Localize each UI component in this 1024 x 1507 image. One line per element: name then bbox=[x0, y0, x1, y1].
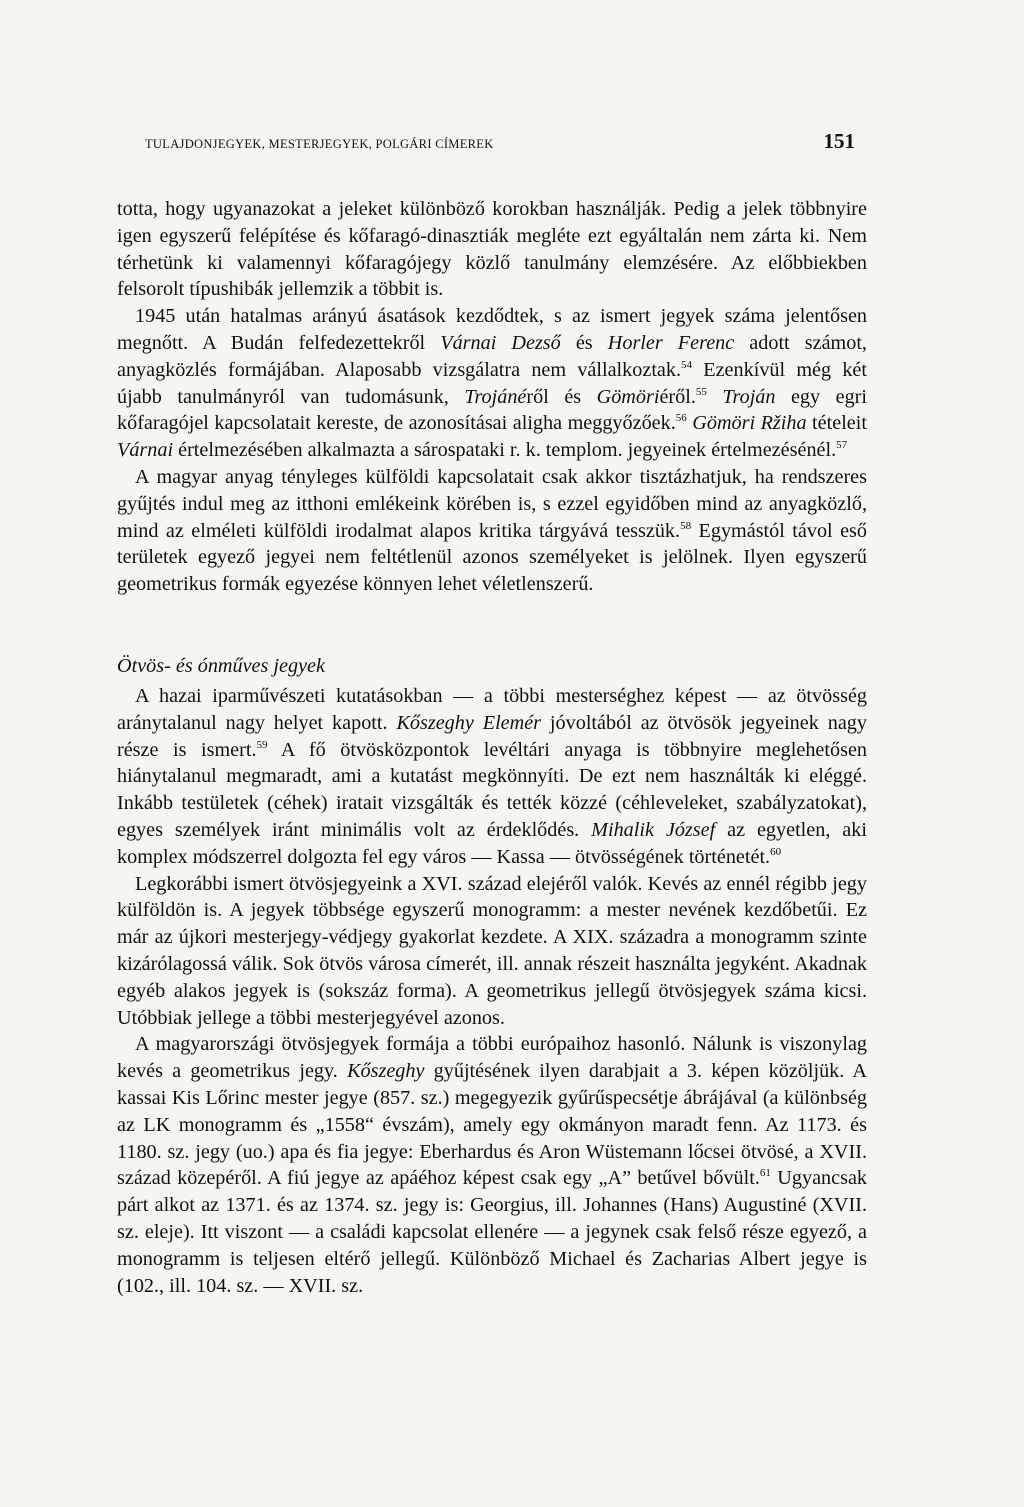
italic-text: Várnai Dezső bbox=[440, 331, 561, 354]
text-run: gyűjtésének ilyen darabjait a 3. képen közöljük. A kassai Kis Lőrinc mester jegye (857. sz.) megegyezik gyűrűspecsétje ábrájával (a különbség az LK monogramm és „1558“ évszám), amely egy okmányon maradt fenn. Az 1173. és 1180. sz. jegy (uo.) apa és fia jegye: Eberhardus és Aron Wüstemann lőcsei ötvösé, a XVII. század közepéről. A fiú jegye az apáéhoz képest csak egy „A” betűvel bővült. bbox=[117, 1060, 867, 1190]
text-run: értelmezésében alkalmazta a sárospataki r. k. templom. jegyeinek értelmezésénél. bbox=[173, 439, 837, 462]
text-run: Ugyancsak párt alkot az 1371. és az 1374. sz. jegy is: Georgius, ill. Johannes (Hans) Augustiné (XVII. sz. eleje). Itt viszont — a családi kapcsolat ellenére — a jegynek csak felső része egyező, a monogramm is teljesen eltérő jellegű. Különböző Michael és Zacharias Albert jegye is (102., ill. 104. sz. — XVII. sz. bbox=[117, 1167, 867, 1297]
paragraph bbox=[117, 464, 867, 598]
text-run: A magyarországi ötvösjegyek formája a többi európaihoz hasonló. Nálunk is viszonylag kevés a geometrikus jegy. bbox=[117, 1033, 867, 1083]
italic-text: Kőszeghy Elemér bbox=[396, 711, 542, 734]
italic-text: Horler Ferenc bbox=[607, 331, 735, 354]
italic-text: Mihalik József bbox=[591, 818, 716, 841]
paragraph bbox=[117, 196, 867, 303]
italic-text: Kőszeghy bbox=[347, 1060, 425, 1083]
text-run: 1945 után hatalmas arányú ásatások kezdődtek, s az ismert jegyek száma jelentősen megnőtt. A Budán felfedezettekről bbox=[117, 305, 867, 354]
running-head: TULAJDONJEGYEK, MESTERJEGYEK, POLGÁRI CÍMEREK bbox=[145, 137, 494, 151]
text-run: totta, hogy ugyanazokat a jeleket különböző korokban használják. Pedig a jelek többnyire igen egyszerű felépítése és kőfaragó-dinasztiák megléte ezt egyáltalán nem zárta ki. Nem térhetünk ki valamennyi kőfaragójegy közlő tanulmány elemzésére. Az előbbiekben felsorolt típushibák jellemzik a többit is. bbox=[117, 198, 867, 301]
page-number: 151 bbox=[823, 129, 855, 153]
footnote-ref: 58 bbox=[680, 519, 692, 532]
text-run: A magyar anyag tényleges külföldi kapcsolatait csak akkor tisztázhatjuk, ha rendszeres gyűjtés indul meg az itthoni emlékeink körében is, s ezzel egyidőben mind az anyagközlő, mind az elméleti külföldi irodalmat alapos kritika tárgyává tesszük. bbox=[117, 465, 867, 542]
text-run: A hazai iparművészeti kutatásokban — a többi mesterséghez képest — az ötvösség aránytalanul nagy helyet kapott. bbox=[117, 685, 867, 734]
text-run: és bbox=[560, 331, 608, 354]
text-run: Ezenkívül még két újabb tanulmányról van tudomásunk, bbox=[117, 358, 867, 408]
italic-text: Gömöri bbox=[596, 385, 660, 408]
footnote-ref: 59 bbox=[256, 738, 268, 751]
paragraph bbox=[117, 303, 867, 464]
text-run: Egymástól távol eső területek egyező jegyei nem feltétlenül azonos személyeket is jelölnek. Ilyen egyszerű geometrikus formák egyezése könnyen lehet véletlenszerű. bbox=[117, 519, 868, 596]
footnote-ref: 61 bbox=[759, 1167, 771, 1180]
text-run: Legkorábbi ismert ötvösjegyeink a XVI. század elejéről valók. Kevés az ennél régibb jegy külföldön is. A jegyek többsége egyszerű monogramm: a mester nevének kezdőbetűi. Ez már az újkori mesterjegy-védjegy gyakorlat kezdete. A XIX. századra a monogramm szinte kizárólagossá válik. Sok ötvös városa címerét, ill. annak részeit használta jegyként. Akadnak egyéb alakos jegyek is (sokszáz forma). A geometrikus jellegű ötvösjegyek száma kicsi. Utóbbiak jellege a többi mesterjegyével azonos. bbox=[117, 872, 867, 1029]
italic-text: Gömöri Ržiha bbox=[692, 412, 807, 435]
text-run: az egyetlen, aki komplex módszerrel dolgozta fel egy város — Kassa — ötvösségének történetét. bbox=[117, 818, 867, 868]
page-header bbox=[145, 129, 855, 154]
italic-text: Troján bbox=[722, 385, 776, 408]
footnote-ref: 54 bbox=[681, 358, 693, 371]
footnote-ref: 60 bbox=[770, 845, 782, 858]
paragraph bbox=[117, 683, 867, 871]
paragraph bbox=[117, 1031, 867, 1299]
footnote-ref: 57 bbox=[836, 439, 848, 452]
text-run: egy egri kőfaragójel kapcsolatait kereste, de azonosításai aligha meggyőzőek. bbox=[117, 385, 867, 435]
footnote-ref: 55 bbox=[695, 385, 707, 398]
text-run: adott számot, anyagközlés formájában. Alaposabb vizsgálatra nem vállalkoztak. bbox=[117, 331, 867, 381]
text-run: tételeit bbox=[806, 412, 867, 435]
text-run: jóvoltából az ötvösök jegyeinek nagy része is ismert. bbox=[117, 711, 867, 761]
body-text-section-1 bbox=[117, 196, 867, 598]
paragraph bbox=[117, 871, 867, 1032]
italic-text: Várnai bbox=[117, 439, 174, 462]
footnote-ref: 56 bbox=[675, 412, 687, 425]
text-run: ről és bbox=[526, 385, 597, 408]
italic-text: Trojáné bbox=[464, 385, 527, 408]
section-heading: Ötvös- és ónműves jegyek bbox=[117, 655, 325, 677]
text-run: A fő ötvösközpontok levéltári anyaga is többnyire meglehetősen hiánytalanul megmaradt, ami a kutatást megkönnyíti. De ezt nem használták ki eléggé. Inkább testületek (céhek) iratait vizsgálták és tették közzé (céhleveleket, szabályzatokat), egyes személyek iránt minimális volt az érdeklődés. bbox=[117, 738, 867, 841]
text-run bbox=[707, 386, 723, 408]
text-run: éről. bbox=[659, 385, 696, 408]
body-text-section-2 bbox=[117, 683, 867, 1299]
